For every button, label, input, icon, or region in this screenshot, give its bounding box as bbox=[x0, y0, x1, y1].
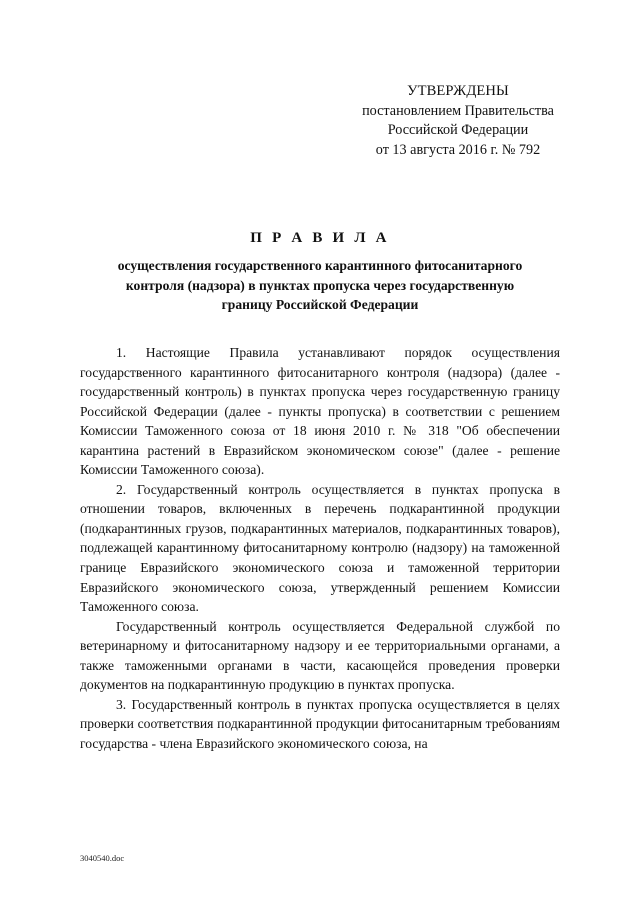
paragraph-2-continuation: Государственный контроль осуществляется Федеральной службой по ветеринарному и фитосанитарному надзору и ее территориальными органами, а также таможенными органами в части, касающейся проведения проверки документов на подкарантинную продукцию в пунктах пропуска. bbox=[80, 618, 560, 693]
approval-date-number: от 13 августа 2016 г. № 792 bbox=[375, 141, 541, 158]
subtitle-line: границу Российской Федерации bbox=[221, 297, 419, 313]
approval-heading: УТВЕРЖДЕНЫ bbox=[407, 83, 509, 99]
subtitle-line: осуществления государственного карантинного фитосанитарного bbox=[117, 258, 523, 273]
paragraph-2: 2. Государственный контроль осуществляется в пунктах пропуска в отношении товаров, включенных в перечень подкарантинной продукции (подкарантинных грузов, подкарантинных материалов, подкарантинных товаров), подлежащей карантинному фитосанитарному контролю (надзору) на таможенной границе Евразийского экономического союза и таможенной территории Евразийского экономического союза, утвержденный решением Комиссии Таможенного союза. bbox=[80, 481, 560, 615]
approval-line: Российской Федерации bbox=[387, 122, 529, 138]
subtitle-line: контроля (надзора) в пунктах пропуска через государственную bbox=[125, 277, 515, 293]
document-subtitle bbox=[80, 256, 560, 315]
document-title: П Р А В И Л А bbox=[250, 230, 390, 246]
paragraph-1: 1. Настоящие Правила устанавливают порядок осуществления государственного карантинного фитосанитарного контроля (надзора) (далее - государственный контроль) в пунктах пропуска через государственную границу Российской Федерации (далее - пункты пропуска) в соответствии с решением Комиссии Таможенного союза от 18 июня 2010 г. № 318 "Об обеспечении карантина растений в Евразийском экономическом союзе" (далее - решение Комиссии Таможенного союза). bbox=[80, 345, 560, 478]
paragraph-3: 3. Государственный контроль в пунктах пропуска осуществляется в целях проверки соответствия подкарантинной продукции фитосанитарным требованиям государства - члена Евразийского экономического союза, на bbox=[80, 696, 560, 751]
footer-filename: 3040540.doc bbox=[80, 853, 125, 863]
document-body bbox=[80, 343, 560, 753]
approval-line: постановлением Правительства bbox=[362, 102, 554, 119]
approval-block bbox=[338, 82, 578, 160]
